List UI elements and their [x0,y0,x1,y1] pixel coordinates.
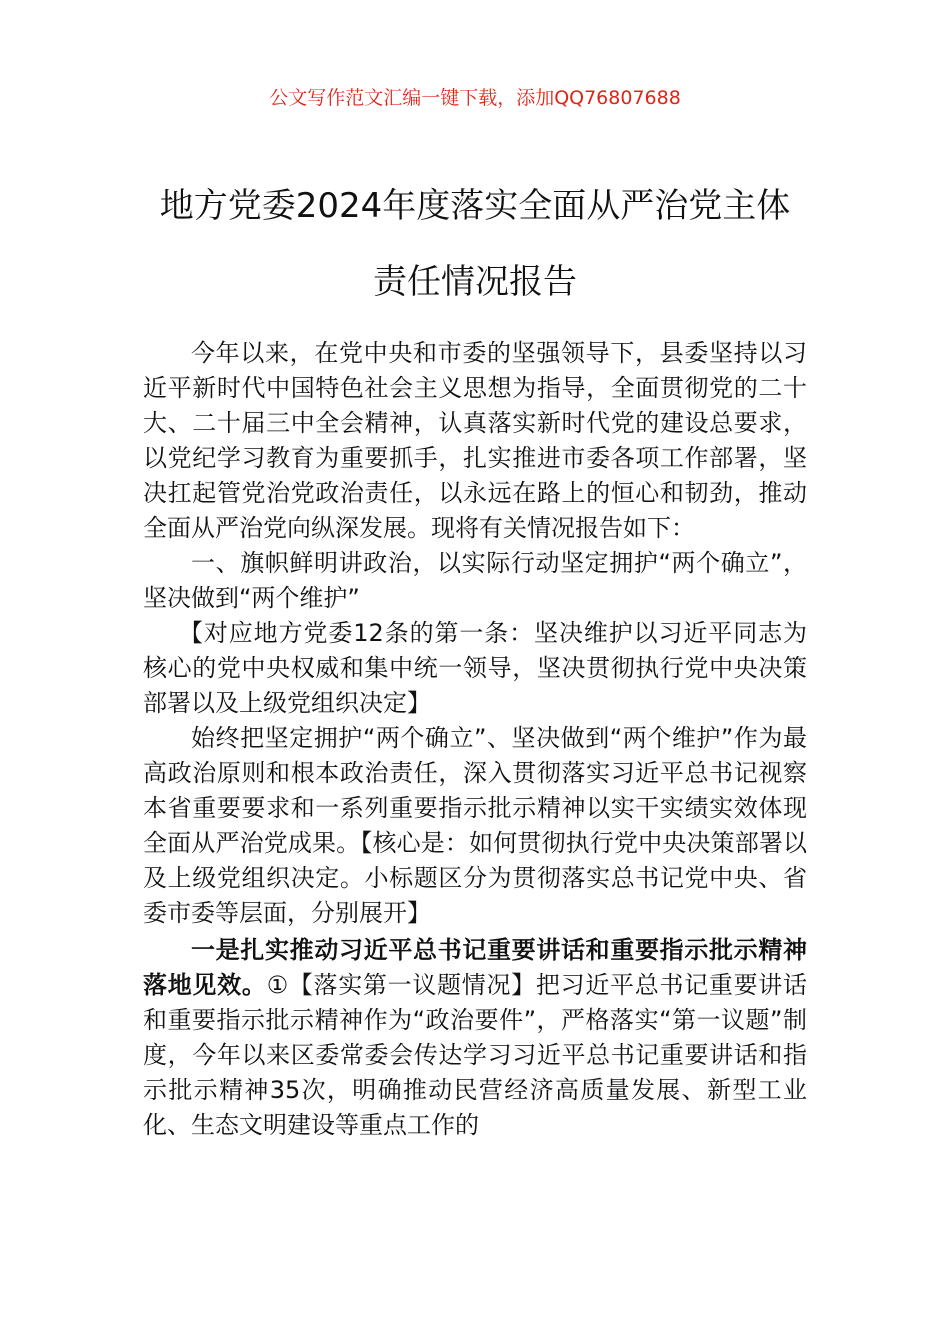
section-1-note: 【对应地方党委12条的第一条：坚决维护以习近平同志为核心的党中央权威和集中统一领导，坚决贯彻执行党中央决策部署以及上级党组织决定】 [143,619,807,717]
report-title-line-1: 地方党委2024年度落实全面从严治党主体 [159,186,791,226]
report-body [143,336,807,1143]
section-1-heading: 一、旗帜鲜明讲政治，以实际行动坚定拥护“两个确立”，坚决做到“两个维护” [143,549,807,612]
section-1-body: 始终把坚定拥护“两个确立”、坚决做到“两个维护”作为最高政治原则和根本政治责任，深入贯彻落实习近平总书记视察本省重要要求和一系列重要指示批示精神以实干实绩实效体现全面从严治党成果。【核心是：如何贯彻执行党中央决策部署以及上级党组织决定。小标题区分为贯彻落实总书记党中央、省委市委等层面，分别展开】 [143,724,807,927]
point-1-bold-lead: 一是扎实推动习近平总书记重要讲话和重要指示批示精神落地见效。 [143,936,807,999]
intro-paragraph: 今年以来，在党中央和市委的坚强领导下，县委坚持以习近平新时代中国特色社会主义思想为指导，全面贯彻党的二十大、二十届三中全会精神，认真落实新时代党的建设总要求，以党纪学习教育为重要抓手，扎实推进市委各项工作部署，坚决扛起管党治党政治责任，以永远在路上的恒心和韧劲，推动全面从严治党向纵深发展。现将有关情况报告如下： [143,339,807,542]
point-1-paragraph [143,933,807,1143]
report-title-line-2: 责任情况报告 [373,262,577,302]
point-1-text: ①【落实第一议题情况】把习近平总书记重要讲话和重要指示批示精神作为“政治要件”，严格落实“第一议题”制度，今年以来区委常委会传达学习习近平总书记重要讲话和指示批示精神35次，明确推动民营经济高质量发展、新型工业化、生态文明建设等重点工作的 [143,971,808,1139]
report-title [120,168,830,320]
download-promo-note: 公文写作范文汇编一键下载，添加QQ76807688 [269,87,681,109]
